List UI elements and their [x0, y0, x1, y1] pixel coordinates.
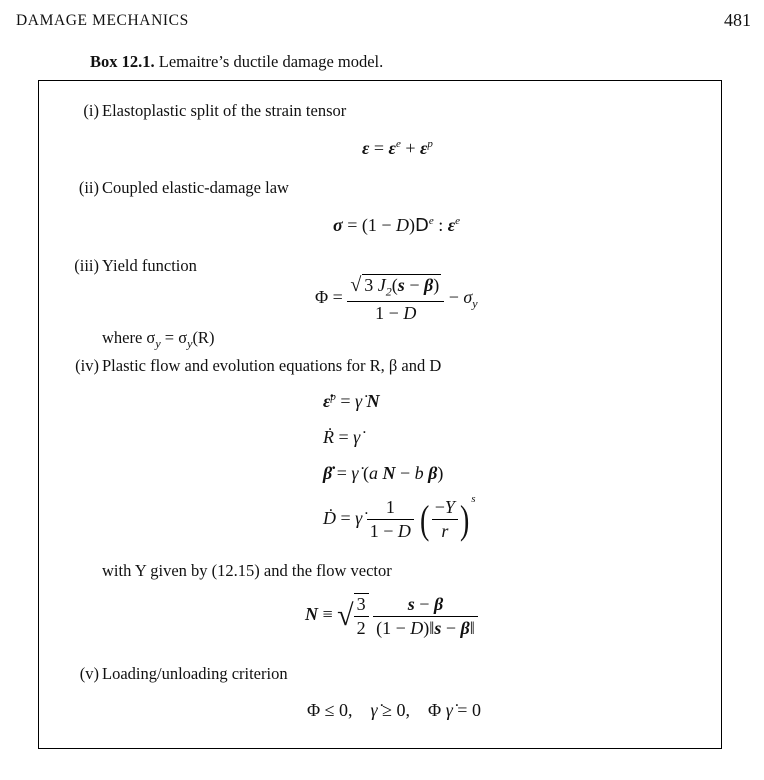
- item-title: Yield function: [102, 256, 197, 275]
- equation-elastic-damage: $\sigma = (1 - D)D^e$ : $\varepsilon^e$: [333, 215, 461, 236]
- equation-hardening: Ṙ = γ̇: [323, 427, 361, 447]
- item-title: Loading/unloading criterion: [102, 664, 288, 683]
- item-title: Elastoplastic split of the strain tensor: [102, 101, 347, 120]
- item-number: (iv): [75, 356, 99, 375]
- where-note: where $\sigma_y = \sigma_y(R)$: [102, 328, 215, 351]
- equation-backstress: β̇ = γ̇ (a N − b β): [323, 463, 444, 483]
- equation-yield-function: Φ = $\frac{√ 3 J_2(s - \beta)}{1 - D}$ − $\sigma_y$: [315, 274, 478, 323]
- caption-text: Lemaitre’s ductile damage model.: [158, 52, 384, 71]
- equation-plastic-flow: ε̇$^p$ = γ̇ N: [323, 391, 380, 411]
- equation-flow-vector: N ≡ √ $\frac{3}{2}$ $\frac{s - \beta}{(1 - D)‖s - \beta‖}$: [305, 593, 478, 639]
- page-number: 481: [724, 10, 751, 30]
- item-title: Coupled elastic-damage law: [102, 178, 289, 197]
- model-box: [38, 80, 722, 749]
- item-number: (i): [83, 101, 99, 120]
- running-head: DAMAGE MECHANICS: [16, 12, 189, 29]
- caption-label: Box 12.1.: [90, 52, 155, 71]
- item-number: (ii): [78, 178, 99, 197]
- with-note: with Y given by (12.15) and the flow vector: [102, 561, 392, 580]
- equation-strain-split: $\varepsilon = \varepsilon^e + \varepsilon^p$: [362, 138, 433, 158]
- item-number: (v): [79, 664, 99, 683]
- equation-damage-evolution: Ḋ = γ̇ $\frac{1}{1 - D}$ ( $\frac{-Y}{r}$ ) $^s$: [323, 493, 476, 542]
- equation-loading-criterion: Φ ≤ 0, γ̇ ≥ 0, Φ γ̇ = 0: [307, 700, 481, 720]
- box-caption: [90, 52, 383, 72]
- item-title: Plastic flow and evolution equations for R, β and D: [102, 356, 442, 375]
- item-number: (iii): [74, 256, 99, 275]
